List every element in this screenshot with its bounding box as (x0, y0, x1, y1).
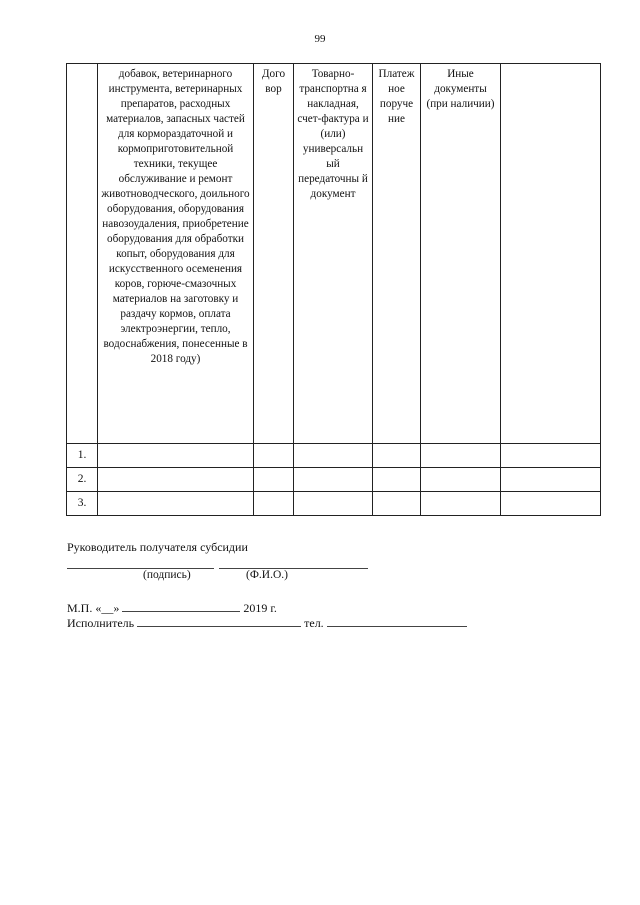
name-line (219, 568, 368, 569)
table-row (67, 444, 601, 468)
tel-blank (327, 614, 467, 627)
date-blank (122, 599, 240, 612)
cell-last (501, 64, 601, 444)
row-number: 1. (67, 444, 98, 468)
table-row (67, 492, 601, 516)
documents-table (66, 63, 601, 516)
table-cell (373, 468, 421, 492)
table-cell (98, 492, 254, 516)
row-number: 3. (67, 492, 98, 516)
signature-title: Руководитель получателя субсидии (67, 540, 248, 554)
table-cell (294, 468, 373, 492)
table-cell (98, 444, 254, 468)
executor-blank (137, 614, 301, 627)
signature-caption: (подпись) (143, 569, 191, 581)
stamp-label: М.П. «__» (67, 601, 123, 615)
table-cell (98, 468, 254, 492)
table-cell (294, 444, 373, 468)
table-cell (501, 492, 601, 516)
table-cell (373, 444, 421, 468)
table-row-continuation (67, 64, 601, 444)
table-cell (254, 444, 294, 468)
cell-number (67, 64, 98, 444)
table-cell (254, 468, 294, 492)
year-label: 2019 г. (240, 601, 277, 615)
cell-expense-description: добавок, ветеринарного инструмента, ветеринарных препаратов, расходных материалов, запасных частей для кормораздаточной и кормоприготовительной техники, текущее обслуживание и ремонт животноводческого, доильного оборудования, оборудования навозоудаления, приобретение оборудования для обработки копыт, оборудования для искусственного осеменения коров, горюче-смазочных материалов на заготовку и раздачу кормов, оплата электроэнергии, тепло, водоснабжения, понесенные в 2018 году) (98, 64, 254, 444)
table-cell (501, 468, 601, 492)
table-cell (254, 492, 294, 516)
table-cell (294, 492, 373, 516)
cell-other-docs-header: Иные документы (при наличии) (421, 64, 501, 444)
name-caption: (Ф.И.О.) (246, 569, 288, 581)
cell-waybill-header: Товарно-транспортна я накладная, счет-фактура и (или) универсальн ый передаточны й документ (294, 64, 373, 444)
cell-payment-order-header: Платеж ное поруче ние (373, 64, 421, 444)
table-cell (501, 444, 601, 468)
cell-contract-header: Дого вор (254, 64, 294, 444)
signature-line (67, 568, 214, 569)
executor-label: Исполнитель (67, 616, 138, 630)
table-row (67, 468, 601, 492)
table-cell (421, 444, 501, 468)
tel-label: тел. (301, 616, 327, 630)
table-cell (373, 492, 421, 516)
executor-line (67, 614, 467, 631)
row-number: 2. (67, 468, 98, 492)
table-cell (421, 492, 501, 516)
table-cell (421, 468, 501, 492)
page-number: 99 (314, 33, 326, 45)
